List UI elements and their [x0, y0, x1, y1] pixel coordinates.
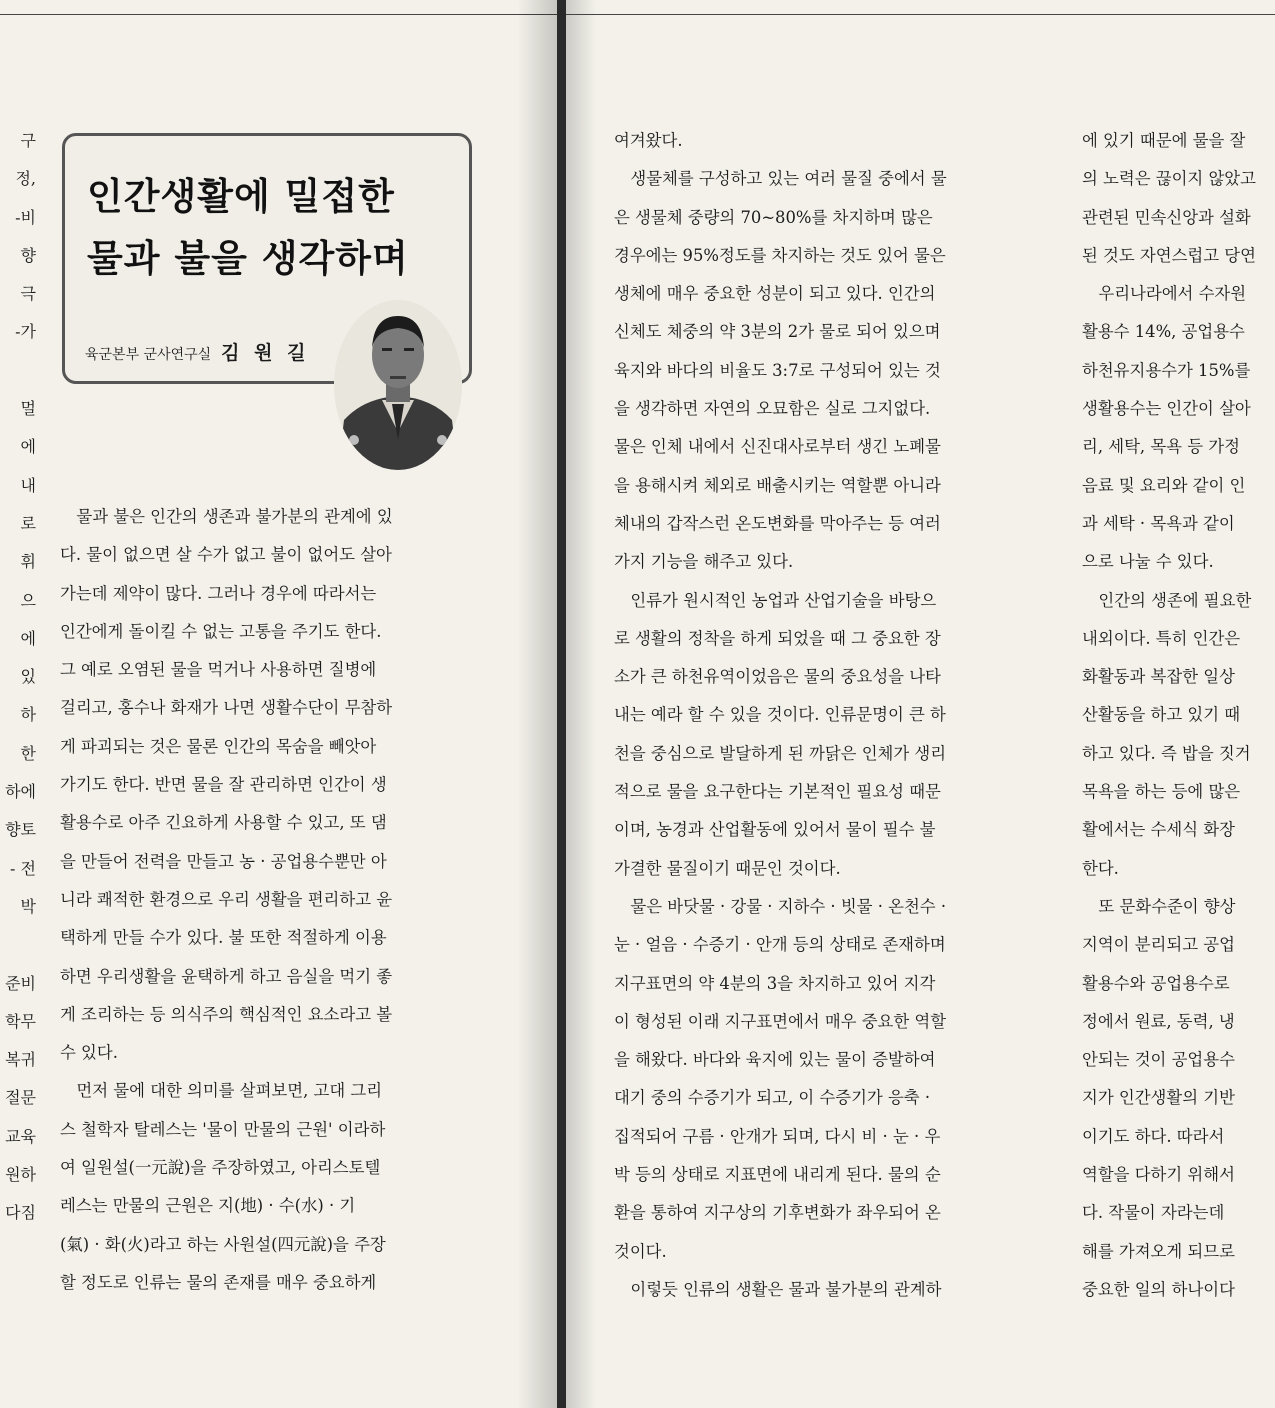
body-text-line: 이기도 하다. 따라서 — [1082, 1126, 1225, 1146]
body-text-line: 역할을 다하기 위해서 — [1082, 1165, 1235, 1185]
body-text-line: 그 예로 오염된 물을 먹거나 사용하면 질병에 — [60, 660, 377, 680]
body-text-line: 물은 인체 내에서 신진대사로부터 생긴 노폐물 — [614, 437, 941, 457]
body-text-line: 관련된 민속신앙과 설화 — [1082, 207, 1251, 227]
body-text-line: 눈 · 얼음 · 수증기 · 안개 등의 상태로 존재하며 — [614, 935, 946, 955]
right-body-column-2 — [1082, 122, 1275, 1309]
body-text-line: 가지 기능을 해주고 있다. — [614, 552, 794, 572]
body-text-line: 다. 물이 없으면 살 수가 없고 불이 없어도 살아 — [60, 545, 392, 565]
body-text-line: 에 있기 때문에 물을 잘 — [1082, 131, 1246, 150]
body-text-line: 을 용해시켜 체외로 배출시키는 역할뿐 아니라 — [614, 475, 941, 495]
edge-text-fragment: 교육 — [5, 1126, 36, 1146]
body-text-line: 이 형성된 이래 지구표면에서 매우 중요한 역할 — [614, 1011, 947, 1031]
body-text-line: 것이다. — [614, 1241, 667, 1261]
author-portrait-image — [334, 300, 462, 470]
body-text-line: 지가 인간생활의 기반 — [1082, 1088, 1235, 1108]
edge-text-fragment: 복귀 — [5, 1050, 36, 1070]
article-title-line-2: 물과 불을 생각하며 — [87, 237, 409, 280]
article-title-line-1: 인간생활에 밀접한 — [87, 175, 395, 218]
author-name: 김 원 길 — [221, 342, 310, 364]
edge-text-fragment: 에 — [20, 437, 36, 457]
body-text-line: 체내의 갑작스런 온도변화를 막아주는 등 여러 — [614, 513, 941, 533]
body-text-line: 내외이다. 특히 인간은 — [1082, 628, 1241, 648]
edge-text-fragment: 하 — [20, 705, 36, 725]
edge-text-fragment: 휘 — [20, 552, 36, 572]
body-text-line: 적으로 물을 요구한다는 기본적인 필요성 때문 — [614, 782, 941, 802]
body-text-line: 또 문화수준이 향상 — [1082, 896, 1236, 916]
body-text-line: 할 정도로 인류는 물의 존재를 매우 중요하게 — [60, 1272, 377, 1292]
edge-text-fragment — [0, 926, 38, 964]
body-text-line: 가결한 물질이기 때문인 것이다. — [614, 858, 841, 878]
edge-text-fragment: 로 — [20, 513, 36, 533]
body-text-line: 내는 예라 할 수 있을 것이다. 인류문명이 큰 하 — [614, 705, 946, 725]
body-text-line: 우리나라에서 수자원 — [1082, 284, 1247, 304]
edge-text-fragment: 있 — [20, 667, 36, 687]
body-text-line: 인간의 생존에 필요한 — [1082, 590, 1252, 610]
left-page — [0, 0, 557, 1408]
left-body-column — [60, 498, 480, 1302]
body-text-line: 생물체를 구성하고 있는 여러 물질 중에서 물 — [614, 169, 947, 189]
edge-text-fragment: 에 — [20, 628, 36, 648]
body-text-line: 중요한 일의 하나이다 — [1082, 1279, 1235, 1299]
edge-text-fragment: 학무 — [5, 1011, 36, 1031]
header-rule — [0, 14, 557, 15]
body-text-line: 활용수로 아주 긴요하게 사용할 수 있고, 또 댐 — [60, 813, 387, 833]
body-text-line: 생체에 매우 중요한 성분이 되고 있다. 인간의 — [614, 284, 936, 304]
byline — [85, 338, 309, 365]
body-text-line: 안되는 것이 공업용수 — [1082, 1050, 1235, 1070]
edge-text-fragment: 원하 — [5, 1165, 36, 1185]
edge-text-fragment: 준비 — [5, 973, 36, 993]
right-body-column-1 — [614, 122, 1064, 1309]
body-text-line: 물과 불은 인간의 생존과 불가분의 관계에 있 — [60, 507, 393, 526]
body-text-line: 하면 우리생활을 윤택하게 하고 음실을 먹기 좋 — [60, 966, 393, 986]
body-text-line: 가는데 제약이 많다. 그러나 경우에 따라서는 — [60, 583, 377, 603]
body-text-line: 활에서는 수세식 화장 — [1082, 820, 1235, 840]
body-text-line: 으로 나눌 수 있다. — [1082, 552, 1214, 572]
body-text-line: 게 조리하는 등 의식주의 핵심적인 요소라고 볼 — [60, 1004, 393, 1024]
edge-text-fragment: 하에 — [5, 782, 36, 802]
body-text-line: 의 노력은 끊이지 않았고 — [1082, 169, 1256, 189]
body-text-line: 활용수와 공업용수로 — [1082, 973, 1230, 993]
body-text-line: 목욕을 하는 등에 많은 — [1082, 782, 1241, 802]
edge-text-fragment: 멀 — [20, 399, 36, 419]
edge-text-fragment: 구 — [20, 131, 36, 150]
body-text-line: 음료 및 요리와 같이 인 — [1082, 475, 1246, 495]
body-text-line: 은 생물체 중량의 70~80%를 차지하며 많은 — [614, 207, 933, 227]
body-text-line: 된 것도 자연스럽고 당연 — [1082, 245, 1256, 265]
body-text-line: 니라 쾌적한 환경으로 우리 생활을 편리하고 윤 — [60, 889, 393, 909]
body-text-line: 대기 중의 수증기가 되고, 이 수증기가 응축 · — [614, 1088, 931, 1108]
body-text-line: 지구표면의 약 4분의 3을 차지하고 있어 지각 — [614, 973, 936, 993]
body-text-line: 정에서 원료, 동력, 냉 — [1082, 1011, 1235, 1031]
edge-text-fragment: 정, — [15, 169, 36, 189]
body-text-line: 경우에는 95%정도를 차지하는 것도 있어 물은 — [614, 245, 946, 265]
edge-text-fragment: -가 — [15, 322, 36, 342]
body-text-line: 박 등의 상태로 지표면에 내리게 된다. 물의 순 — [614, 1165, 941, 1185]
body-text-line: 여겨왔다. — [614, 131, 683, 150]
body-text-line: 집적되어 구름 · 안개가 되며, 다시 비 · 눈 · 우 — [614, 1126, 941, 1146]
edge-text-fragment: 절문 — [5, 1088, 36, 1108]
body-text-line: 가기도 한다. 반면 물을 잘 관리하면 인간이 생 — [60, 775, 387, 795]
edge-text-fragment: 한 — [20, 743, 36, 763]
edge-text-fragment: 박 — [20, 896, 36, 916]
body-text-line: 스 철학자 탈레스는 '물이 만물의 근원' 이라하 — [60, 1119, 386, 1139]
body-text-line: 신체도 체중의 약 3분의 2가 물로 되어 있으며 — [614, 322, 941, 342]
body-text-line: 물은 바닷물 · 강물 · 지하수 · 빗물 · 온천수 · — [614, 896, 947, 916]
previous-column-fragments — [0, 122, 38, 1233]
body-text-line: 산활동을 하고 있기 때 — [1082, 705, 1241, 725]
body-text-line: 지역이 분리되고 공업 — [1082, 935, 1235, 955]
body-text-line: 다. 작물이 자라는데 — [1082, 1203, 1225, 1223]
body-text-line: 게 파괴되는 것은 물론 인간의 목숨을 빼앗아 — [60, 736, 377, 756]
edge-text-fragment: - 전 — [10, 858, 36, 878]
edge-text-fragment: -비 — [15, 207, 36, 227]
body-text-line: 육지와 바다의 비율도 3:7로 구성되어 있는 것 — [614, 360, 941, 380]
body-text-line: 인류가 원시적인 농업과 산업기술을 바탕으 — [614, 590, 937, 610]
body-text-line: 택하게 만들 수가 있다. 불 또한 적절하게 이용 — [60, 928, 387, 948]
body-text-line: 환을 통하여 지구상의 기후변화가 좌우되어 온 — [614, 1203, 941, 1223]
body-text-line: 이렇듯 인류의 생활은 물과 불가분의 관계하 — [614, 1279, 942, 1299]
body-text-line: 천을 중심으로 발달하게 된 까닭은 인체가 생리 — [614, 743, 947, 763]
body-text-line: 생활용수는 인간이 살아 — [1082, 399, 1251, 419]
author-affiliation: 육군본부 군사연구실 — [85, 347, 212, 363]
body-text-line: 여 일원설(一元說)을 주장하였고, 아리스토텔 — [60, 1158, 381, 1178]
edge-text-fragment: 다짐 — [5, 1203, 36, 1223]
right-page — [566, 0, 1275, 1408]
body-text-line: 걸리고, 홍수나 화재가 나면 생활수단이 무참하 — [60, 698, 393, 718]
body-text-line: 해를 가져오게 되므로 — [1082, 1241, 1235, 1261]
body-text-line: 하천유지용수가 15%를 — [1082, 360, 1251, 380]
body-text-line: 과 세탁 · 목욕과 같이 — [1082, 513, 1235, 533]
body-text-line: 한다. — [1082, 858, 1119, 878]
body-text-line: 소가 큰 하천유역이었음은 물의 중요성을 나타 — [614, 667, 941, 687]
header-rule — [566, 14, 1275, 15]
author-photo — [334, 300, 462, 470]
body-text-line: 먼저 물에 대한 의미를 살펴보면, 고대 그리 — [60, 1081, 383, 1101]
edge-text-fragment: 극 — [20, 284, 36, 304]
body-text-line: 인간에게 돌이킬 수 없는 고통을 주기도 한다. — [60, 621, 382, 641]
edge-text-fragment — [0, 352, 38, 390]
body-text-line: 리, 세탁, 목욕 등 가정 — [1082, 437, 1240, 457]
body-text-line: 화활동과 복잡한 일상 — [1082, 667, 1235, 687]
body-text-line: 이며, 농경과 산업활동에 있어서 물이 필수 불 — [614, 820, 936, 840]
body-text-line: 을 해왔다. 바다와 육지에 있는 물이 증발하여 — [614, 1050, 936, 1070]
body-text-line: 레스는 만물의 근원은 지(地) · 수(水) · 기 — [60, 1196, 356, 1216]
body-text-line: 활용수 14%, 공업용수 — [1082, 322, 1245, 342]
body-text-line: 을 만들어 전력을 만들고 농 · 공업용수뿐만 아 — [60, 851, 387, 871]
body-text-line: (氣) · 화(火)라고 하는 사원설(四元說)을 주장 — [60, 1234, 386, 1254]
edge-text-fragment: 내 — [20, 475, 36, 495]
body-text-line: 수 있다. — [60, 1043, 118, 1063]
edge-text-fragment: 향토 — [5, 820, 36, 840]
edge-text-fragment: 으 — [20, 590, 36, 610]
body-text-line: 로 생활의 정착을 하게 되었을 때 그 중요한 장 — [614, 628, 941, 648]
body-text-line: 하고 있다. 즉 밥을 짓거 — [1082, 743, 1251, 763]
body-text-line: 을 생각하면 자연의 오묘함은 실로 그지없다. — [614, 399, 931, 419]
edge-text-fragment: 향 — [20, 245, 36, 265]
